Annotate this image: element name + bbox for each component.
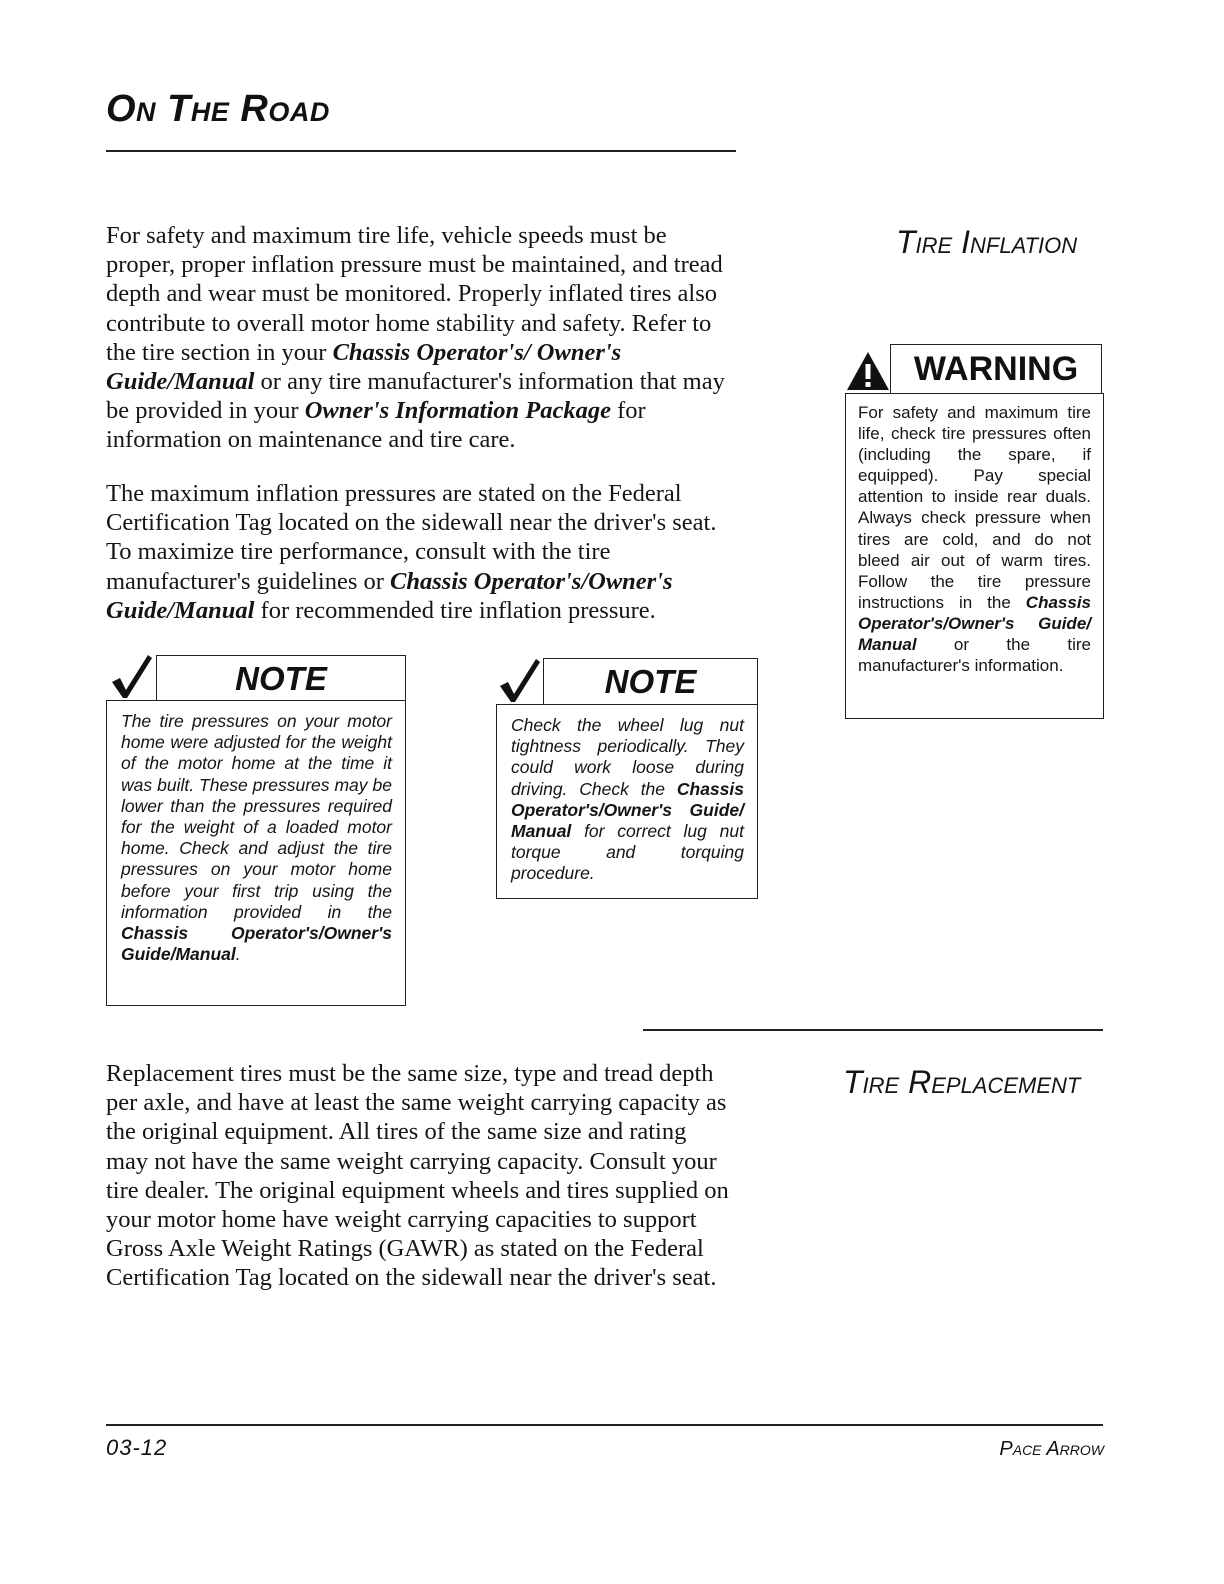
warning-box: For safety and maximum tire life, check tire pressures often (including the spare, if equipped). Pay special attention to inside rear duals. Always check pressure when tires are cold, and do not bleed air out of warm tires. Follow the tire pressure instructions in the Chassis Operator's/Owner's Guide/ Manual or the tire manufacturer's information. [845, 393, 1104, 719]
header-rule [106, 150, 736, 152]
footer-rule [106, 1424, 1103, 1426]
section-rule [643, 1029, 1103, 1031]
warning-label: WARNING [890, 344, 1102, 394]
note-box-tire-pressure: The tire pressures on your motor home were adjusted for the weight of the motor home at the time it was built. These pressures may be lower than the pressures required for the weight of a loaded motor home. Check and adjust the tire pressures on your motor home before your first trip using the information provided in the Chassis Operator's/Owner's Guide/Manual. [106, 700, 406, 1006]
tire-replacement-paragraph: Replacement tires must be the same size, type and tread depth per axle, and have at least the same weight carrying capacity as the original equipment. All tires of the same size and rating may not have the same weight carrying capacity. Consult your tire dealer. The original equipment wheels and tires supplied on your motor home have weight carrying capacities to support Gross Axle Weight Ratings (GAWR) as stated on the Federal Certification Tag located on the sidewall near the driver's seat. [106, 1060, 729, 1292]
tire-inflation-paragraph-1: For safety and maximum tire life, vehicle speeds must be proper, proper inflation pressure must be maintained, and tread depth and wear must be monitored. Properly inflated tires also contribute to overall motor home stability and safety. Refer to the tire section in your Chassis Operator's/ Owner's Guide/Manual or any tire manufacturer's information that may be provided in your Owner's Information Package for information on maintenance and tire care. [106, 222, 725, 454]
footer-brand: Pace Arrow [999, 1438, 1104, 1460]
note-box-lug-nut: Check the wheel lug nut tightness periodically. They could work loose during driving. Check the Chassis Operator's/Owner's Guide/ Manual for correct lug nut torque and torquing procedure. [496, 704, 758, 899]
warning-triangle-icon [845, 350, 891, 392]
note-label: NOTE [543, 658, 758, 704]
checkmark-icon [108, 652, 154, 700]
section-heading-tire-inflation: Tire Inflation [896, 224, 1078, 260]
tire-inflation-paragraph-2: The maximum inflation pressures are stated on the Federal Certification Tag located on the sidewall near the driver's seat. To maximize tire performance, consult with the tire manufacturer's guidelines or Chassis Operator's/Owner's Guide/Manual for recommended tire inflation pressure. [106, 480, 717, 624]
chapter-title: On The Road [106, 88, 330, 130]
section-heading-tire-replacement: Tire Replacement [843, 1064, 1081, 1100]
note-label: NOTE [156, 655, 406, 701]
page-number: 03-12 [106, 1435, 168, 1460]
checkmark-icon [496, 656, 542, 704]
